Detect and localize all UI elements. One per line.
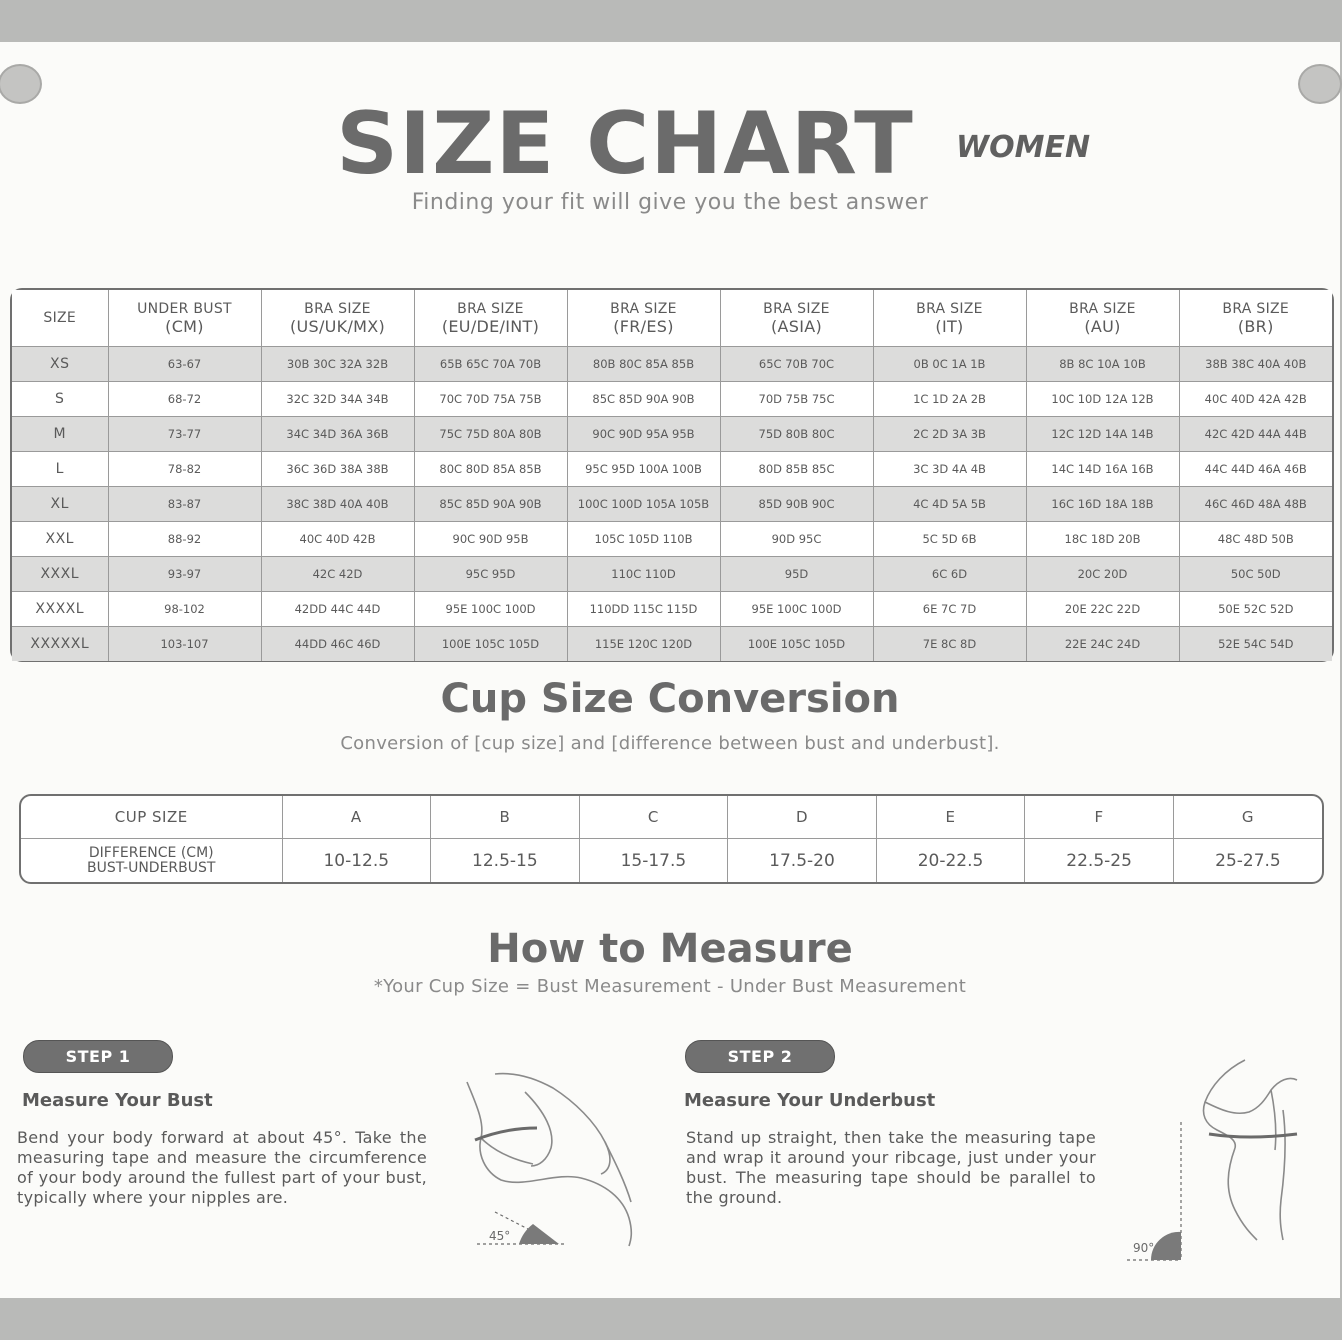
page-title: SIZE CHART: [336, 94, 914, 194]
table-cell: 85C 85D 90A 90B: [414, 487, 567, 522]
step2-text: Stand up straight, then take the measuring tape and wrap it around your ribcage, just under your bust. The measuring tape should be parallel to the ground.: [686, 1128, 1096, 1207]
table-row: [12, 557, 1332, 592]
table-cell: 2C 2D 3A 3B: [873, 417, 1026, 452]
table-cell: 48C 48D 50B: [1179, 522, 1332, 557]
header-line-1: UNDER BUST: [137, 301, 232, 317]
table-cell: 90D 95C: [720, 522, 873, 557]
table-row: [12, 487, 1332, 522]
table-cell: 95E 100C 100D: [414, 592, 567, 627]
table-cell: 80B 80C 85A 85B: [567, 347, 720, 382]
table-cell: 6E 7C 7D: [873, 592, 1026, 627]
table-cell: 7E 8C 8D: [873, 627, 1026, 662]
table-cell: 16C 16D 18A 18B: [1026, 487, 1179, 522]
size-table-header-4: [567, 290, 720, 347]
size-label-cell: XL: [12, 487, 108, 522]
cup-difference-cell: 10-12.5: [282, 839, 431, 883]
size-chart-sheet: [0, 42, 1340, 1298]
table-cell: 22E 24C 24D: [1026, 627, 1179, 662]
table-cell: 95C 95D: [414, 557, 567, 592]
table-cell: 3C 3D 4A 4B: [873, 452, 1026, 487]
step2-title: Measure Your Underbust: [684, 1090, 936, 1111]
table-cell: 42C 42D 44A 44B: [1179, 417, 1332, 452]
header-line-2: (ASIA): [770, 317, 823, 336]
cup-header-label: CUP SIZE: [21, 796, 282, 839]
table-cell: 103-107: [108, 627, 261, 662]
table-cell: 95D: [720, 557, 873, 592]
table-cell: 5C 5D 6B: [873, 522, 1026, 557]
table-cell: 38B 38C 40A 40B: [1179, 347, 1332, 382]
header-line-1: BRA SIZE: [610, 301, 677, 317]
table-cell: 90C 90D 95A 95B: [567, 417, 720, 452]
table-cell: 78-82: [108, 452, 261, 487]
step1-text: Bend your body forward at about 45°. Take the measuring tape and measure the circumference of your body around the fullest part of your bust, typically where your nipples are.: [17, 1128, 427, 1207]
step1-pill: STEP 1: [23, 1040, 173, 1073]
table-cell: 40C 40D 42A 42B: [1179, 382, 1332, 417]
difference-row-label: [21, 839, 282, 883]
table-cell: 10C 10D 12A 12B: [1026, 382, 1179, 417]
size-label-cell: M: [12, 417, 108, 452]
table-cell: 20E 22C 22D: [1026, 592, 1179, 627]
cup-difference-cell: 12.5-15: [431, 839, 580, 883]
header-line-1: SIZE: [43, 309, 77, 326]
table-cell: 100E 105C 105D: [720, 627, 873, 662]
step2-pill: STEP 2: [685, 1040, 835, 1073]
table-cell: 100E 105C 105D: [414, 627, 567, 662]
size-table-header-7: [1026, 290, 1179, 347]
table-cell: 38C 38D 40A 40B: [261, 487, 414, 522]
size-label-cell: S: [12, 382, 108, 417]
table-cell: 36C 36D 38A 38B: [261, 452, 414, 487]
table-row: [12, 347, 1332, 382]
table-cell: 73-77: [108, 417, 261, 452]
table-cell: 105C 105D 110B: [567, 522, 720, 557]
header-line-1: BRA SIZE: [304, 301, 371, 317]
header-line-2: (IT): [935, 317, 964, 336]
size-table-frame: [10, 288, 1334, 662]
header-line-1: BRA SIZE: [763, 301, 830, 317]
table-cell: 4C 4D 5A 5B: [873, 487, 1026, 522]
size-table-header-3: [414, 290, 567, 347]
cup-difference-cell: 17.5-20: [728, 839, 877, 883]
table-row: [12, 382, 1332, 417]
header-line-1: BRA SIZE: [457, 301, 524, 317]
table-row: [12, 522, 1332, 557]
title-block: [0, 94, 1340, 194]
cup-size-cell: A: [282, 796, 431, 839]
table-cell: 44DD 46C 46D: [261, 627, 414, 662]
table-row: [12, 592, 1332, 627]
header-line-2: (EU/DE/INT): [441, 317, 540, 336]
table-cell: 65B 65C 70A 70B: [414, 347, 567, 382]
table-cell: 0B 0C 1A 1B: [873, 347, 1026, 382]
size-label-cell: XS: [12, 347, 108, 382]
table-cell: 80C 80D 85A 85B: [414, 452, 567, 487]
table-cell: 100C 100D 105A 105B: [567, 487, 720, 522]
size-table-header-5: [720, 290, 873, 347]
cup-section-title: Cup Size Conversion: [440, 676, 900, 722]
measure-section-title: How to Measure: [487, 926, 853, 972]
angle-90-label: 90°: [1133, 1241, 1155, 1255]
angle-45-label: 45°: [489, 1229, 511, 1243]
table-cell: 83-87: [108, 487, 261, 522]
table-row: [12, 627, 1332, 662]
table-cell: 20C 20D: [1026, 557, 1179, 592]
table-cell: 32C 32D 34A 34B: [261, 382, 414, 417]
bust-underbust-label: BUST-UNDERBUST: [87, 859, 216, 876]
table-cell: 70D 75B 75C: [720, 382, 873, 417]
table-cell: 52E 54C 54D: [1179, 627, 1332, 662]
table-cell: 18C 18D 20B: [1026, 522, 1179, 557]
table-cell: 110C 110D: [567, 557, 720, 592]
cup-size-cell: B: [431, 796, 580, 839]
page-subtitle: Finding your fit will give you the best answer: [411, 190, 929, 215]
table-cell: 93-97: [108, 557, 261, 592]
table-cell: 46C 46D 48A 48B: [1179, 487, 1332, 522]
table-cell: 50E 52C 52D: [1179, 592, 1332, 627]
size-label-cell: XXXXXL: [12, 627, 108, 662]
table-cell: 68-72: [108, 382, 261, 417]
gender-tag: WOMEN: [956, 130, 1091, 165]
cup-size-cell: E: [876, 796, 1025, 839]
table-cell: 40C 40D 42B: [261, 522, 414, 557]
bust-measure-illustration: [455, 1062, 645, 1247]
size-table: [12, 290, 1332, 661]
header-line-2: (FR/ES): [613, 317, 674, 336]
cup-size-cell: D: [728, 796, 877, 839]
table-cell: 85C 85D 90A 90B: [567, 382, 720, 417]
size-label-cell: L: [12, 452, 108, 487]
size-label-cell: XXXXL: [12, 592, 108, 627]
table-cell: 50C 50D: [1179, 557, 1332, 592]
table-cell: 110DD 115C 115D: [567, 592, 720, 627]
header-line-1: BRA SIZE: [1222, 301, 1290, 317]
table-cell: 42DD 44C 44D: [261, 592, 414, 627]
table-cell: 90C 90D 95B: [414, 522, 567, 557]
table-cell: 88-92: [108, 522, 261, 557]
cup-difference-cell: 15-17.5: [579, 839, 728, 883]
cup-difference-cell: 22.5-25: [1025, 839, 1174, 883]
table-cell: 14C 14D 16A 16B: [1026, 452, 1179, 487]
step1-title: Measure Your Bust: [22, 1090, 213, 1111]
cup-table-frame: [19, 794, 1324, 884]
cup-difference-cell: 25-27.5: [1173, 839, 1322, 883]
table-cell: 34C 34D 36A 36B: [261, 417, 414, 452]
size-label-cell: XXXL: [12, 557, 108, 592]
table-cell: 6C 6D: [873, 557, 1026, 592]
header-line-2: (BR): [1237, 317, 1274, 336]
cup-size-cell: G: [1173, 796, 1322, 839]
size-label-cell: XXL: [12, 522, 108, 557]
header-line-2: (AU): [1084, 317, 1121, 336]
table-cell: 75D 80B 80C: [720, 417, 873, 452]
size-table-header-2: [261, 290, 414, 347]
cup-size-cell: F: [1025, 796, 1174, 839]
table-cell: 115E 120C 120D: [567, 627, 720, 662]
table-cell: 8B 8C 10A 10B: [1026, 347, 1179, 382]
cup-section-subtitle: Conversion of [cup size] and [difference between bust and underbust].: [340, 733, 1000, 754]
cup-size-cell: C: [579, 796, 728, 839]
table-cell: 80D 85B 85C: [720, 452, 873, 487]
cup-table: [21, 796, 1322, 882]
table-cell: 98-102: [108, 592, 261, 627]
table-row: [12, 452, 1332, 487]
size-table-header-1: [108, 290, 261, 347]
size-table-header-0: [12, 290, 108, 347]
table-cell: 44C 44D 46A 46B: [1179, 452, 1332, 487]
table-cell: 63-67: [108, 347, 261, 382]
header-line-2: (CM): [165, 317, 204, 336]
table-cell: 70C 70D 75A 75B: [414, 382, 567, 417]
header-line-1: BRA SIZE: [916, 301, 983, 317]
table-cell: 95C 95D 100A 100B: [567, 452, 720, 487]
measure-formula: *Your Cup Size = Bust Measurement - Under Bust Measurement: [373, 976, 967, 997]
underbust-measure-illustration: [1125, 1050, 1325, 1255]
size-table-header-8: [1179, 290, 1332, 347]
table-cell: 42C 42D: [261, 557, 414, 592]
table-cell: 65C 70B 70C: [720, 347, 873, 382]
table-cell: 12C 12D 14A 14B: [1026, 417, 1179, 452]
header-line-1: BRA SIZE: [1069, 301, 1136, 317]
header-line-2: (US/UK/MX): [289, 317, 386, 336]
table-cell: 30B 30C 32A 32B: [261, 347, 414, 382]
table-cell: 85D 90B 90C: [720, 487, 873, 522]
cup-difference-cell: 20-22.5: [876, 839, 1025, 883]
table-cell: 95E 100C 100D: [720, 592, 873, 627]
table-cell: 75C 75D 80A 80B: [414, 417, 567, 452]
table-cell: 1C 1D 2A 2B: [873, 382, 1026, 417]
table-row: [12, 417, 1332, 452]
size-table-header-6: [873, 290, 1026, 347]
difference-label: DIFFERENCE (CM): [88, 844, 214, 861]
